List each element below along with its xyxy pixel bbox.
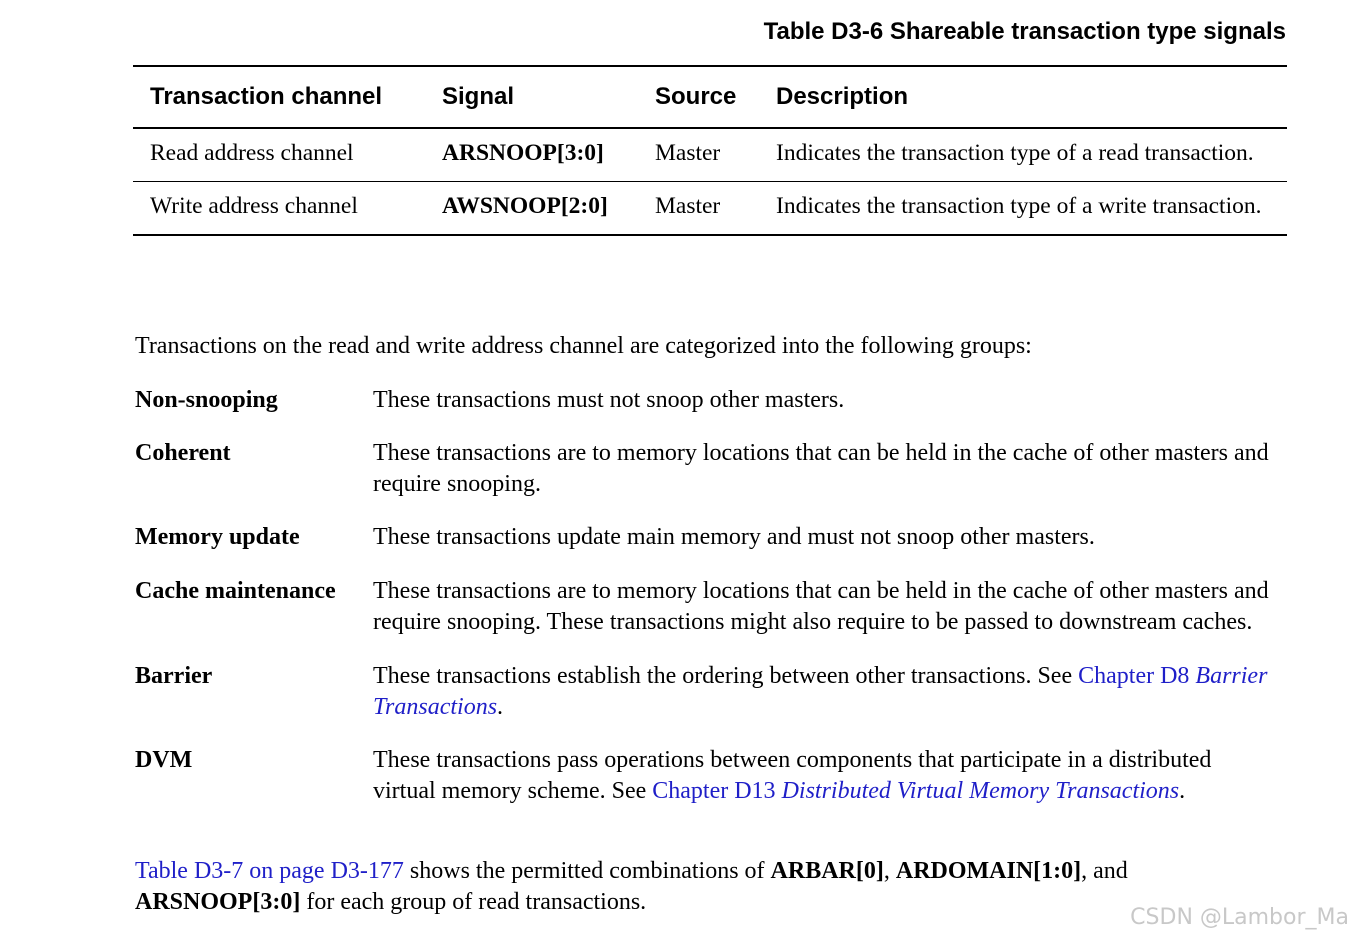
watermark: CSDN @Lambor_Ma bbox=[1130, 905, 1349, 930]
group-term: Non-snooping bbox=[135, 387, 278, 413]
cell-source: Master bbox=[655, 193, 721, 219]
group-coherent bbox=[135, 438, 1275, 500]
header-description: Description bbox=[776, 83, 909, 110]
link-text[interactable]: Chapter D8 bbox=[1078, 663, 1196, 689]
group-description: These transactions must not snoop other masters. bbox=[373, 387, 845, 413]
desc-text: These transactions pass operations between components that participate in a distributed virtual memory scheme. See bbox=[373, 747, 1212, 804]
group-description: These transactions are to memory locations that can be held in the cache of other masters and require snooping. These transactions might also require to be passed to downstream caches. bbox=[373, 578, 1269, 635]
cell-description: Indicates the transaction type of a write transaction. bbox=[776, 193, 1262, 219]
group-description bbox=[373, 661, 1275, 723]
table-row bbox=[133, 128, 1287, 182]
cell-channel: Read address channel bbox=[150, 140, 354, 166]
table-d3-7-link[interactable]: Table D3-7 on page D3-177 bbox=[135, 858, 404, 884]
outro-text: , and bbox=[1081, 858, 1128, 884]
group-description bbox=[373, 745, 1275, 807]
group-term: Barrier bbox=[135, 663, 213, 689]
group-term: DVM bbox=[135, 747, 193, 773]
group-non-snooping bbox=[135, 385, 1275, 416]
outro-paragraph bbox=[135, 856, 1235, 918]
table-header-row bbox=[133, 66, 1287, 128]
table-caption: Table D3-6 Shareable transaction type signals bbox=[763, 18, 1286, 45]
desc-suffix: . bbox=[497, 694, 504, 720]
group-description: These transactions are to memory locations that can be held in the cache of other masters and require snooping. bbox=[373, 440, 1269, 497]
outro-text: , bbox=[883, 858, 896, 884]
group-term: Memory update bbox=[135, 524, 300, 550]
outro-text: shows the permitted combinations of bbox=[403, 858, 771, 884]
table-row bbox=[133, 182, 1287, 236]
desc-text: These transactions establish the ordering between other transactions. See bbox=[373, 663, 1079, 689]
signal-arsnoop: ARSNOOP[3:0] bbox=[135, 889, 301, 915]
cell-signal: ARSNOOP[3:0] bbox=[442, 140, 604, 166]
group-description: These transactions update main memory and must not snoop other masters. bbox=[373, 524, 1095, 550]
group-barrier bbox=[135, 661, 1275, 723]
desc-suffix: . bbox=[1179, 778, 1186, 804]
link-title[interactable]: Distributed Virtual Memory Transactions bbox=[781, 778, 1180, 804]
group-cache-maintenance bbox=[135, 576, 1275, 638]
signals-table bbox=[133, 65, 1287, 236]
header-signal: Signal bbox=[442, 83, 515, 110]
group-term: Cache maintenance bbox=[135, 578, 336, 604]
signal-ardomain: ARDOMAIN[1:0] bbox=[895, 858, 1082, 884]
group-term: Coherent bbox=[135, 440, 231, 466]
outro-text: for each group of read transactions. bbox=[300, 889, 647, 915]
intro-paragraph: Transactions on the read and write address channel are categorized into the following groups: bbox=[135, 333, 1032, 359]
header-source: Source bbox=[655, 83, 737, 110]
group-memory-update bbox=[135, 522, 1275, 553]
link-title[interactable]: Barrier Transactions bbox=[373, 663, 1268, 720]
header-transaction-channel: Transaction channel bbox=[150, 83, 383, 110]
link-text[interactable]: Chapter D13 bbox=[652, 778, 782, 804]
cell-signal: AWSNOOP[2:0] bbox=[442, 193, 608, 219]
signal-arbar: ARBAR[0] bbox=[770, 858, 884, 884]
chapter-d13-link[interactable] bbox=[652, 778, 1179, 804]
group-list bbox=[135, 385, 1275, 807]
group-dvm bbox=[135, 745, 1275, 807]
cell-description: Indicates the transaction type of a read transaction. bbox=[776, 140, 1254, 166]
cell-source: Master bbox=[655, 140, 721, 166]
cell-channel: Write address channel bbox=[150, 193, 358, 219]
